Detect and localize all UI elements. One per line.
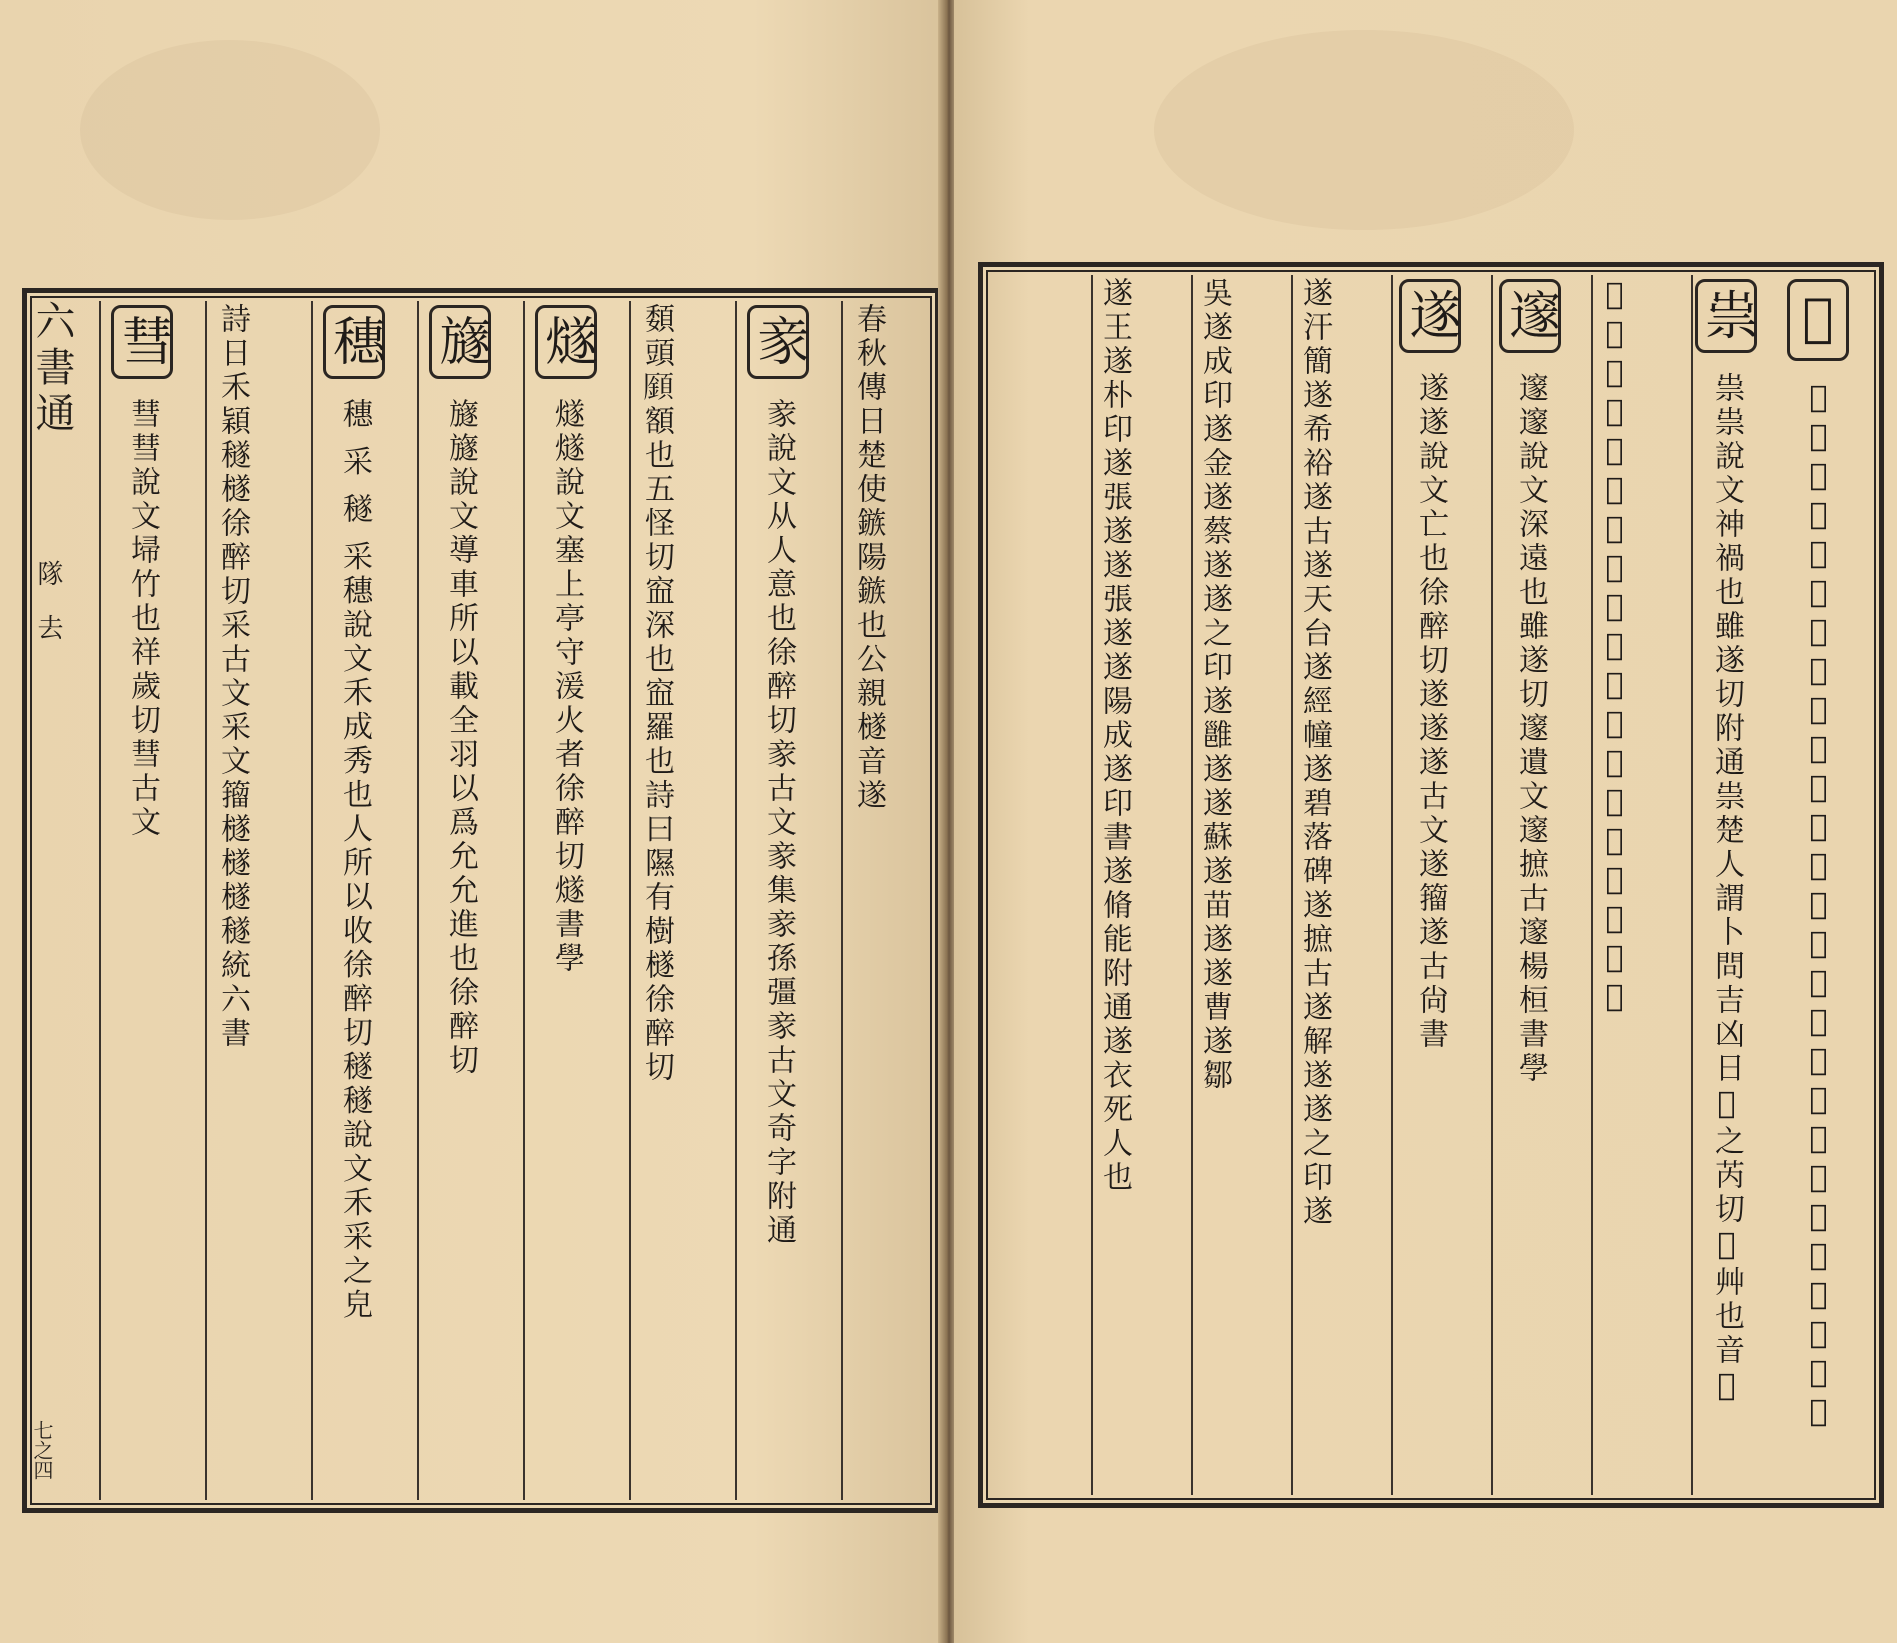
- right-column-8: [1097, 277, 1132, 1493]
- right-column-7: [1197, 277, 1232, 1493]
- column-text: 旞旞說文導車所以載全羽以爲允允進也徐醉切: [443, 398, 478, 1079]
- margin-section-char: 隊: [33, 560, 63, 596]
- paper-stain: [1154, 30, 1574, 230]
- left-column-8: [111, 303, 173, 1498]
- column-text: 穗 采 穟 采穗說文禾成秀也人所以收徐醉切穟穟說文禾采之皃: [337, 398, 372, 1323]
- column-rule: [735, 301, 737, 1500]
- margin-book-title: 六書通: [29, 300, 75, 438]
- left-column-3: [639, 303, 674, 1498]
- column-text: 遂王遂朴印遂張遂遂張遂遂陽成遂印書遂脩能附通遂衣死人也: [1097, 277, 1132, 1195]
- right-page: [954, 0, 1897, 1643]
- column-rule: [523, 301, 525, 1500]
- column-text: 遂遂說文亡也徐醉切遂遂遂古文遂籀遂古尙書: [1413, 372, 1448, 1053]
- left-column-7: [215, 303, 250, 1498]
- column-rule: [1391, 275, 1393, 1495]
- entry-head-boxed: 穗: [323, 305, 385, 379]
- column-text: 吳遂成印遂金遂蔡遂遂之印遂雝遂遂蘇遂苗遂遂曹遂鄒: [1197, 277, 1232, 1093]
- left-column-5: [429, 303, 491, 1498]
- margin-folio: 七之四: [30, 1420, 54, 1480]
- column-text: 彗彗說文埽竹也祥歲切彗古文: [125, 398, 160, 841]
- column-rule: [1591, 275, 1593, 1495]
- column-rule: [1691, 275, 1693, 1495]
- entry-head-boxed: 祟: [1695, 279, 1757, 353]
- column-text: 䫋頭𩔟額也五怪切䆝深也䆝羅也詩曰隰有樹檖徐醉切: [639, 303, 674, 1085]
- entry-head-boxed: 豙: [747, 305, 809, 379]
- column-text: 詩日禾穎穟檖徐醉切采古文采文籀檖檖檖穟統六書: [215, 303, 250, 1051]
- entry-head-boxed: 邃: [1499, 279, 1561, 353]
- column-rule: [1191, 275, 1193, 1495]
- entry-head-boxed: 𥦫: [1787, 279, 1849, 361]
- entry-head-boxed: 彗: [111, 305, 173, 379]
- column-rule: [1291, 275, 1293, 1495]
- column-rule: [417, 301, 419, 1500]
- entry-head-boxed: 遂: [1399, 279, 1461, 353]
- paper-stain: [80, 40, 380, 220]
- right-column-1: [1787, 277, 1849, 1493]
- column-rule: [205, 301, 207, 1500]
- column-text: 邃邃說文深遠也雖遂切邃遺文邃摭古邃楊桓書學: [1513, 372, 1548, 1087]
- column-rule: [1491, 275, 1493, 1495]
- right-text-frame: [978, 262, 1884, 1508]
- right-column-5: [1399, 277, 1461, 1493]
- left-column-4: [535, 303, 597, 1498]
- column-rule: [629, 301, 631, 1500]
- right-column-6: [1297, 277, 1332, 1493]
- column-rule: [311, 301, 313, 1500]
- right-column-4: [1499, 277, 1561, 1493]
- entry-head-boxed: 燧: [535, 305, 597, 379]
- margin-page-number: 去: [33, 614, 63, 651]
- column-text: 祟祟說文神禍也雖遂切附通祟楚人謂卜問吉凶日𢿋之芮切𢿋艸也音𥦫: [1709, 372, 1744, 1408]
- column-text: 𥦫說文塞也讀若虞書日𥦫三苗之𥦫粗最切𥦫集𥦫孫彊𥦫統六書: [1801, 380, 1836, 1434]
- column-rule: [841, 301, 843, 1500]
- left-column-2: [747, 303, 809, 1498]
- left-column-6: [323, 303, 385, 1498]
- column-rule: [99, 301, 101, 1500]
- right-column-3: [1597, 277, 1632, 1493]
- left-text-frame: [22, 288, 940, 1513]
- column-text: 燧燧說文塞上亭守湲火者徐醉切燧書學: [549, 398, 584, 977]
- column-text: 𢿋音𢿋𢿋外切𢿋諱也𢿋虫也祖𢿋鳥也辛律切: [1597, 277, 1632, 1018]
- column-text: 豙說文从人意也徐醉切豙古文豙集豙孫彊豙古文奇字附通: [761, 398, 796, 1249]
- left-column-1: [851, 303, 886, 1498]
- column-text: 遂汗簡遂希裕遂古遂天台遂經幢遂碧落碑遂摭古遂解遂遂之印遂: [1297, 277, 1332, 1229]
- column-rule: [1091, 275, 1093, 1495]
- column-text: 春秋傳日楚使鏃陽鏃也公親檖音遂: [851, 303, 886, 813]
- right-column-2: [1695, 277, 1757, 1493]
- entry-head-boxed: 旞: [429, 305, 491, 379]
- left-page: [0, 0, 942, 1643]
